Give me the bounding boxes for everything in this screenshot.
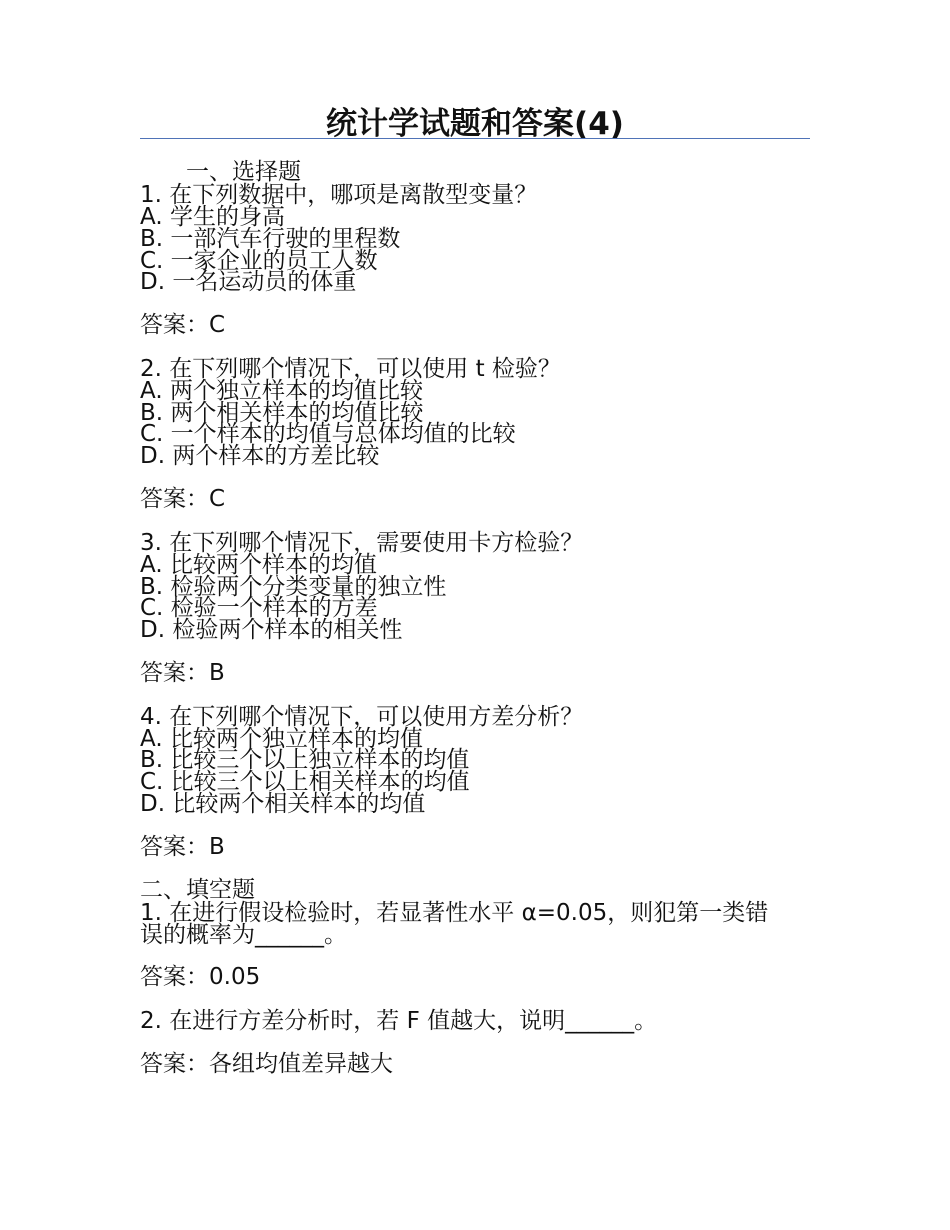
question-3-answer: 答案：B — [140, 660, 225, 686]
question-2-option-b: B. 两个相关样本的均值比较 — [140, 400, 424, 426]
question-2-text: 2. 在下列哪个情况下，可以使用 t 检验？ — [140, 356, 561, 382]
question-4-option-d: D. 比较两个相关样本的均值 — [140, 791, 426, 817]
question-1-text: 1. 在下列数据中，哪项是离散型变量？ — [140, 182, 538, 208]
question-4-option-c: C. 比较三个以上相关样本的均值 — [140, 769, 470, 795]
question-3-option-c: C. 检验一个样本的方差 — [140, 595, 378, 621]
question-1-option-a: A. 学生的身高 — [140, 204, 285, 230]
question-1-option-b: B. 一部汽车行驶的里程数 — [140, 226, 401, 252]
document-title: 统计学试题和答案(4) — [326, 106, 624, 142]
question-3-option-d: D. 检验两个样本的相关性 — [140, 617, 403, 643]
question-2-option-c: C. 一个样本的均值与总体均值的比较 — [140, 421, 516, 447]
section-heading-multiple-choice: 一、选择题 — [186, 159, 301, 185]
question-2-answer: 答案：C — [140, 486, 226, 512]
question-4-option-b: B. 比较三个以上独立样本的均值 — [140, 747, 470, 773]
fill-question-1-answer: 答案：0.05 — [140, 964, 261, 990]
question-3-option-b: B. 检验两个分类变量的独立性 — [140, 574, 447, 600]
section-heading-fill-in: 二、填空题 — [140, 877, 255, 903]
question-3-text: 3. 在下列哪个情况下，需要使用卡方检验？ — [140, 530, 584, 556]
question-3-option-a: A. 比较两个样本的均值 — [140, 552, 377, 578]
fill-question-2-text: 2. 在进行方差分析时，若 F 值越大，说明______。 — [140, 1008, 658, 1034]
fill-question-2-answer: 答案：各组均值差异越大 — [140, 1051, 393, 1077]
question-1-answer: 答案：C — [140, 312, 226, 338]
title-underline — [140, 138, 810, 139]
question-4-text: 4. 在下列哪个情况下，可以使用方差分析？ — [140, 704, 584, 730]
question-1-option-d: D. 一名运动员的体重 — [140, 269, 357, 295]
fill-question-1-line-1: 1. 在进行假设检验时，若显著性水平 α=0.05，则犯第一类错 — [140, 900, 769, 926]
question-4-answer: 答案：B — [140, 834, 225, 860]
fill-question-1-line-2: 误的概率为______。 — [140, 922, 347, 948]
question-1-option-c: C. 一家企业的员工人数 — [140, 248, 378, 274]
question-2-option-d: D. 两个样本的方差比较 — [140, 443, 380, 469]
question-4-option-a: A. 比较两个独立样本的均值 — [140, 726, 423, 752]
question-2-option-a: A. 两个独立样本的均值比较 — [140, 378, 423, 404]
